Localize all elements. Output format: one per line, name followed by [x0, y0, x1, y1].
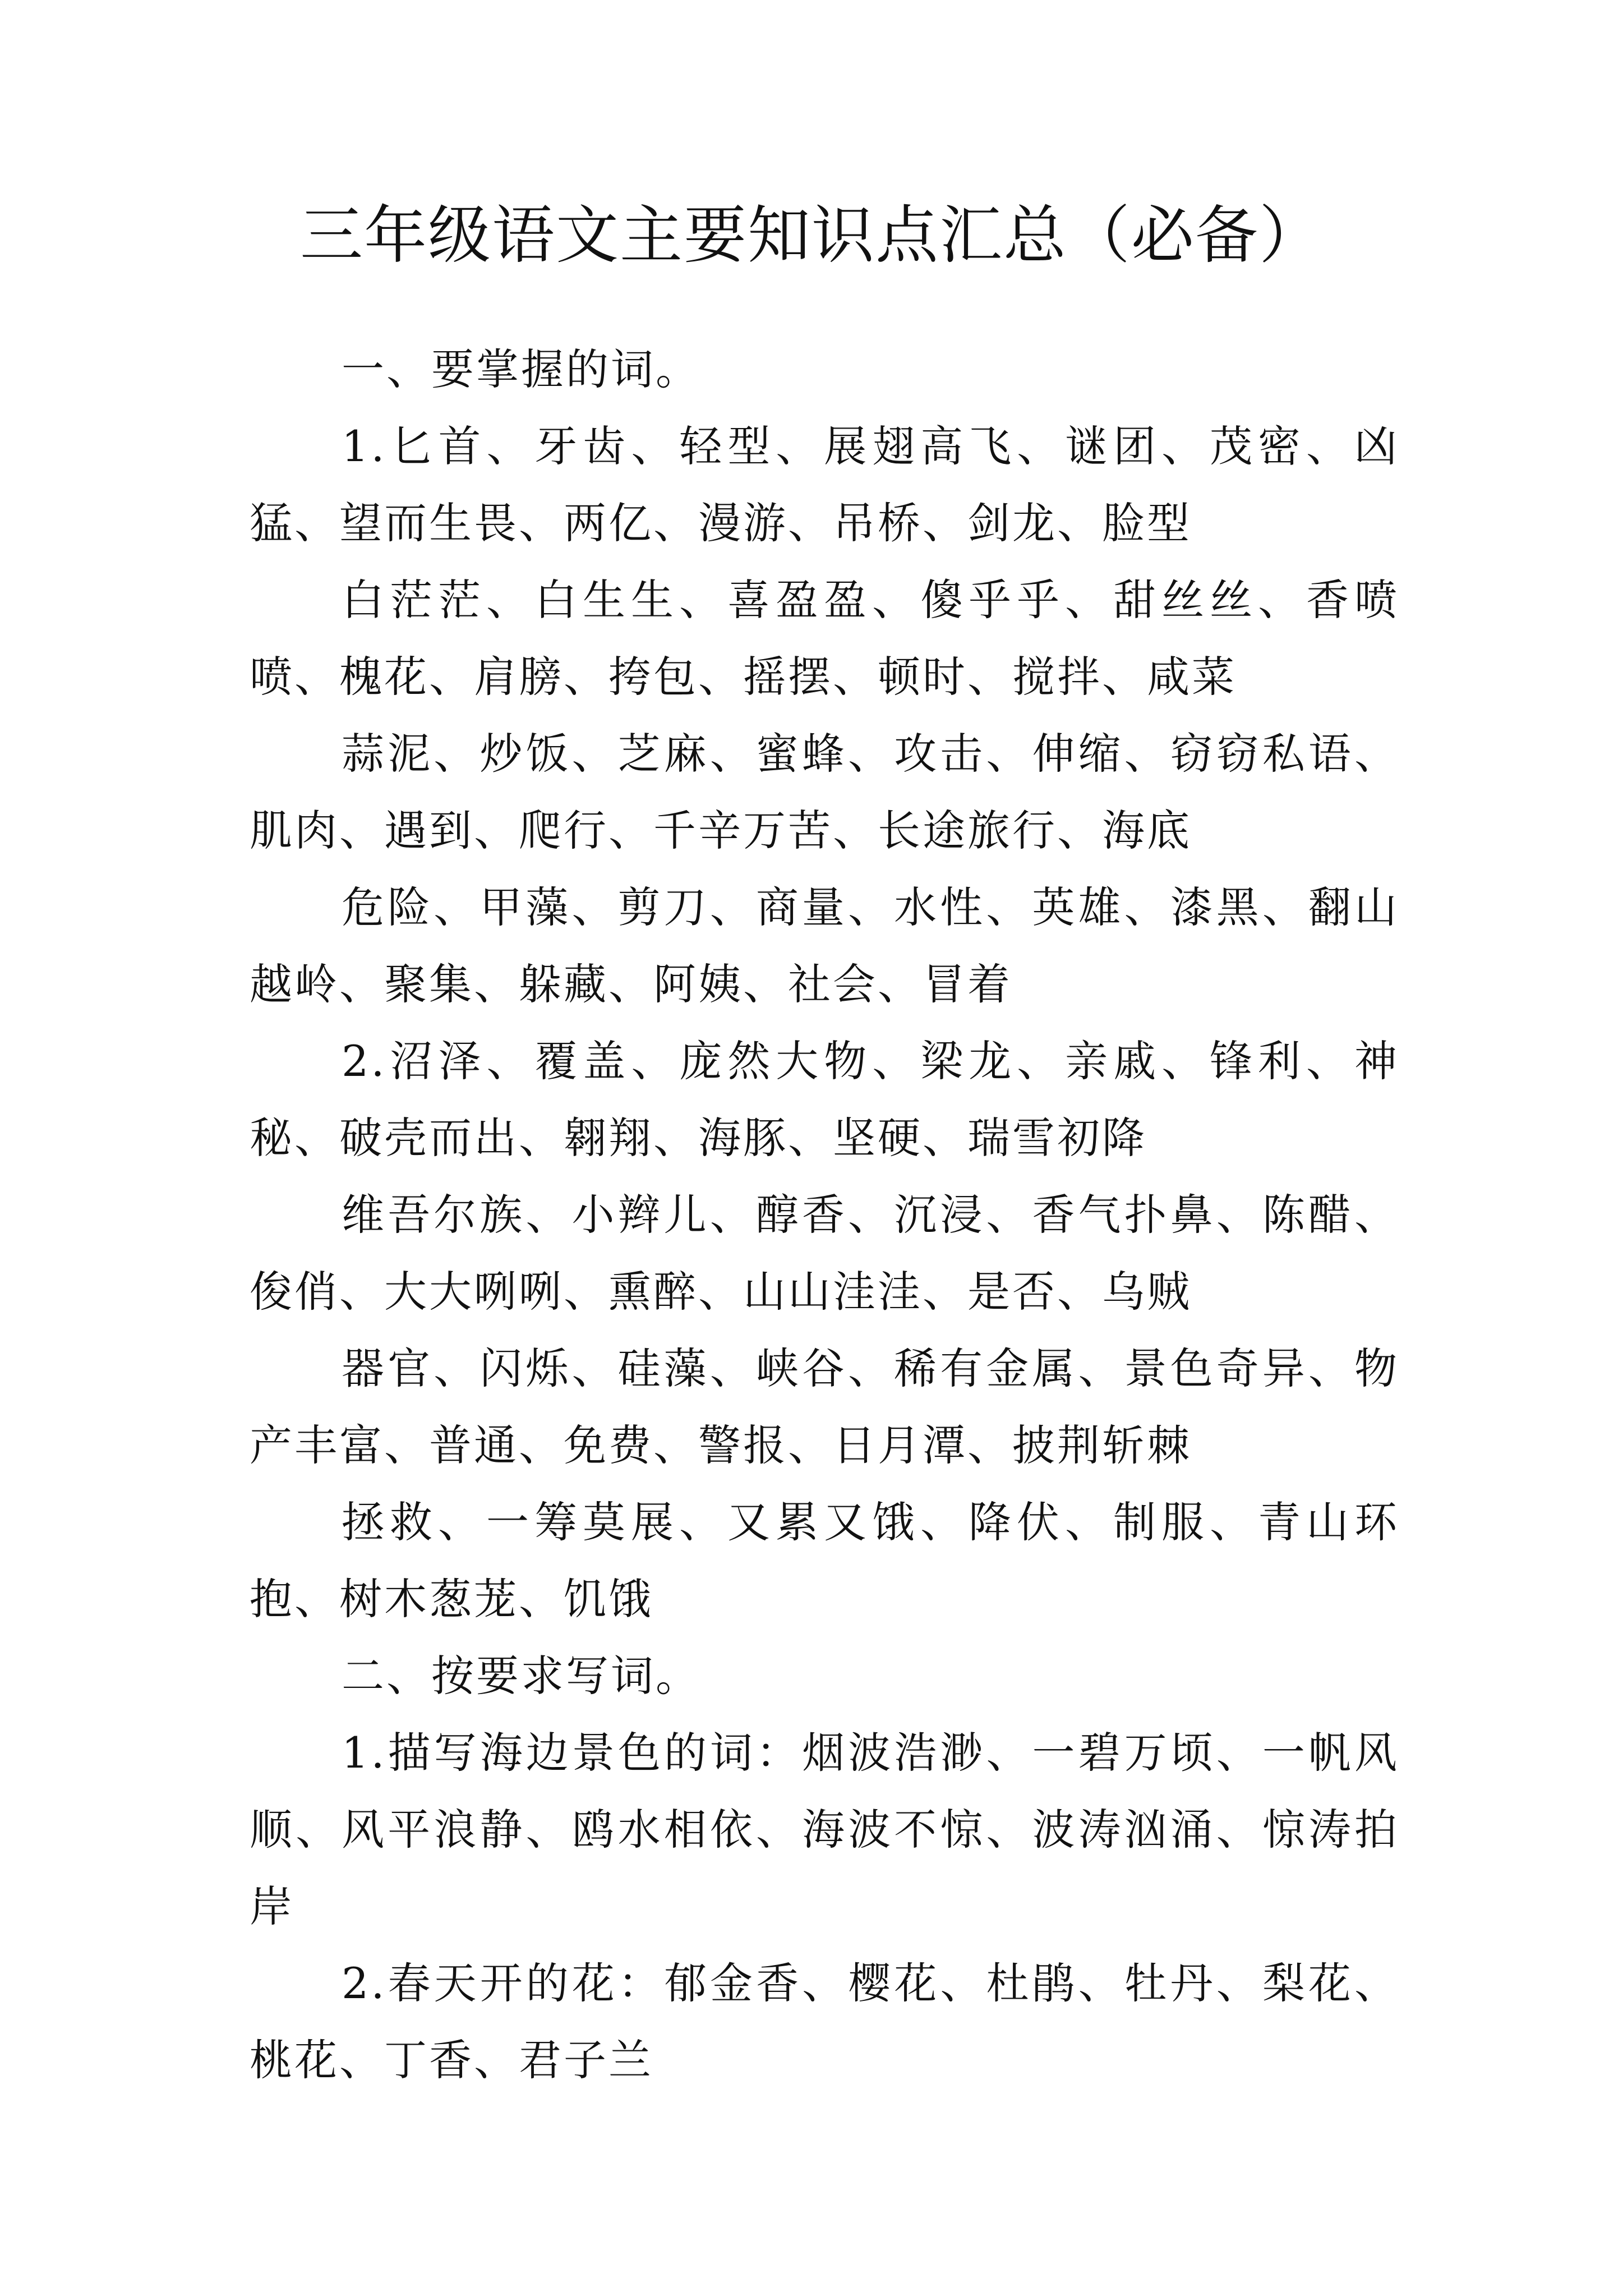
- section-heading-words: 一、要掌握的词。: [342, 344, 700, 394]
- document-body: [250, 331, 1399, 2099]
- word-list-paragraph: 拯救、一筹莫展、又累又饿、降伏、制服、青山环抱、树木葱茏、饥饿: [250, 1497, 1399, 1624]
- word-list-paragraph: 2.沼泽、覆盖、庞然大物、梁龙、亲戚、锋利、神秘、破壳而出、翱翔、海豚、坚硬、瑞雪初降: [250, 1036, 1399, 1163]
- section-heading-write-words: 二、按要求写词。: [342, 1651, 700, 1701]
- word-list-paragraph: 器官、闪烁、硅藻、峡谷、稀有金属、景色奇异、物产丰富、普通、免费、警报、日月潭、披荆斩棘: [250, 1343, 1399, 1470]
- word-list-paragraph: 1.匕首、牙齿、轻型、展翅高飞、谜团、茂密、凶猛、望而生畏、两亿、漫游、吊桥、剑龙、脸型: [250, 421, 1399, 548]
- word-list-paragraph: 危险、甲藻、剪刀、商量、水性、英雄、漆黑、翻山越岭、聚集、躲藏、阿姨、社会、冒着: [250, 882, 1399, 1009]
- word-list-paragraph: 2.春天开的花：郁金香、樱花、杜鹃、牡丹、梨花、桃花、丁香、君子兰: [250, 1958, 1399, 2085]
- word-list-paragraph: 维吾尔族、小辫儿、醇香、沉浸、香气扑鼻、陈醋、俊俏、大大咧咧、熏醉、山山洼洼、是否、乌贼: [250, 1190, 1399, 1317]
- word-list-paragraph: 蒜泥、炒饭、芝麻、蜜蜂、攻击、伸缩、窃窃私语、肌肉、遇到、爬行、千辛万苦、长途旅行、海底: [250, 729, 1399, 855]
- document-title: 三年级语文主要知识点汇总（必备）: [300, 199, 1323, 272]
- word-list-paragraph: 1.描写海边景色的词：烟波浩渺、一碧万顷、一帆风顺、风平浪静、鸥水相依、海波不惊、波涛汹涌、惊涛拍岸: [250, 1728, 1399, 1931]
- word-list-paragraph: 白茫茫、白生生、喜盈盈、傻乎乎、甜丝丝、香喷喷、槐花、肩膀、挎包、摇摆、顿时、搅拌、咸菜: [250, 575, 1399, 702]
